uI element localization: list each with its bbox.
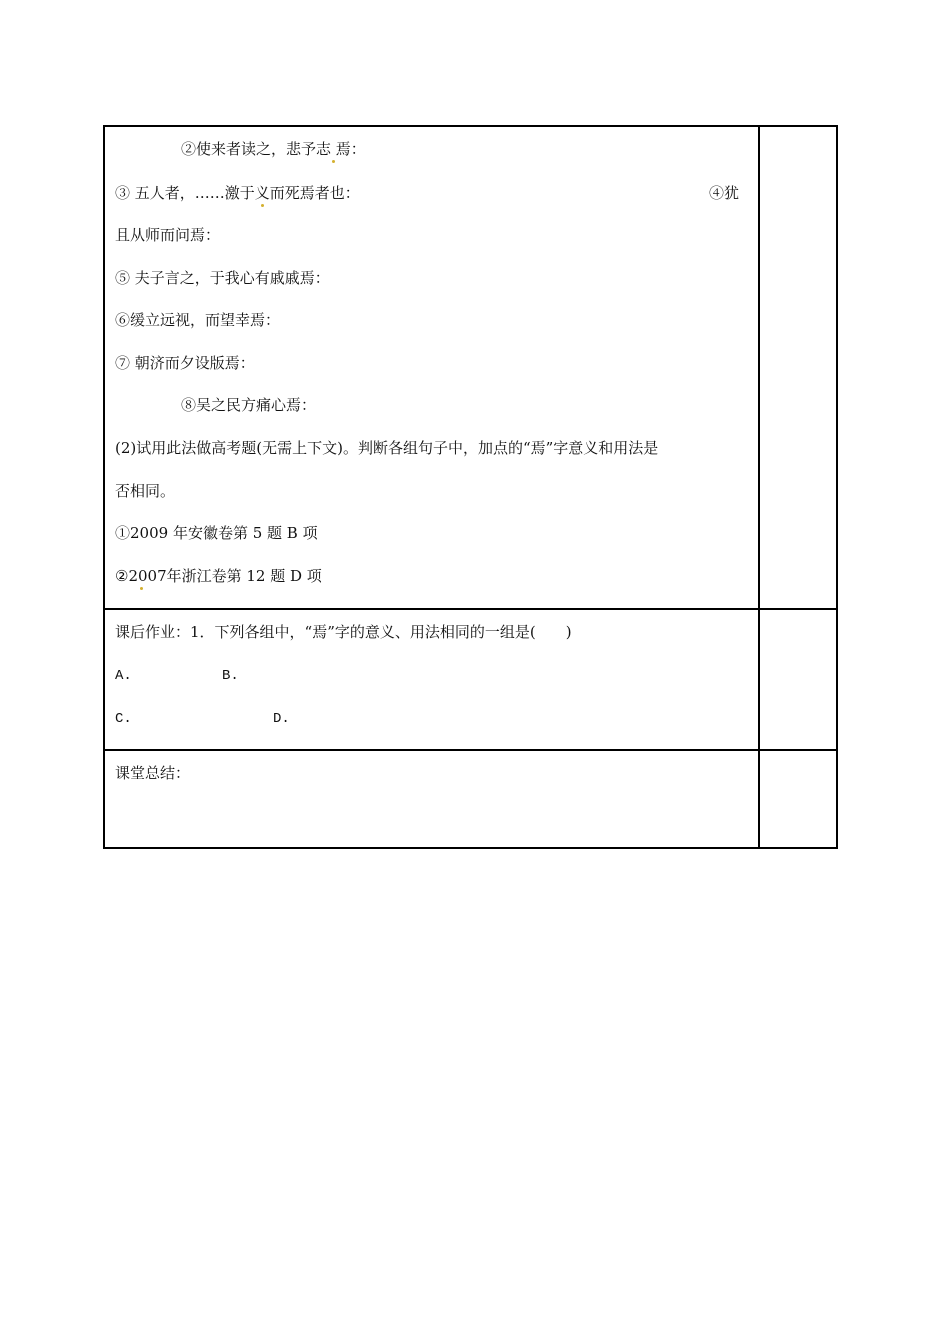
summary-cell <box>104 750 759 848</box>
example-line-7: ⑦ 朝济而夕设版焉： <box>115 354 255 372</box>
side-cell-1 <box>759 126 837 609</box>
exercise-instruction: (2)试用此法做高考题(无需上下文)。判断各组句子中，加点的“焉”字意义和用法是 <box>115 439 659 457</box>
example-line-5: ⑤ 夫子言之，于我心有戚戚焉： <box>115 269 330 287</box>
option-a: A. <box>115 668 132 684</box>
examples-cell <box>104 126 759 609</box>
homework-question: 课后作业：1．下列各组中，“焉”字的意义、用法相同的一组是( ) <box>115 623 572 641</box>
lesson-table <box>103 125 838 849</box>
example-line-2: ②使来者读之，悲予志 焉： <box>181 140 366 158</box>
dotted-char: 义 <box>254 184 270 202</box>
summary-title: 课堂总结： <box>115 764 191 782</box>
side-cell-2 <box>759 609 837 750</box>
option-c: C. <box>115 711 132 727</box>
example-line-4-start: ④犹 <box>709 184 740 202</box>
exercise-instruction-cont: 否相同。 <box>115 482 176 500</box>
document-table-wrapper <box>103 125 838 849</box>
option-d: D. <box>273 711 290 727</box>
dotted-char <box>331 140 336 158</box>
homework-cell <box>104 609 759 750</box>
example-line-8: ⑧吴之民方痛心焉： <box>181 396 317 414</box>
side-cell-3 <box>759 750 837 848</box>
exam-item-1: ①2009 年安徽卷第 5 题 B 项 <box>115 524 318 542</box>
example-line-6: ⑥缓立远视，而望幸焉： <box>115 311 281 329</box>
table-row-summary <box>104 750 837 848</box>
example-line-4-cont: 且从师而问焉： <box>115 226 221 244</box>
table-row-examples <box>104 126 837 609</box>
table-row-homework <box>104 609 837 750</box>
exam-item-2: ②2007年浙江卷第 12 题 D 项 <box>115 567 322 585</box>
option-b: B. <box>222 668 239 684</box>
example-line-3: ③ 五人者，……激于义而死焉者也： <box>115 184 360 202</box>
